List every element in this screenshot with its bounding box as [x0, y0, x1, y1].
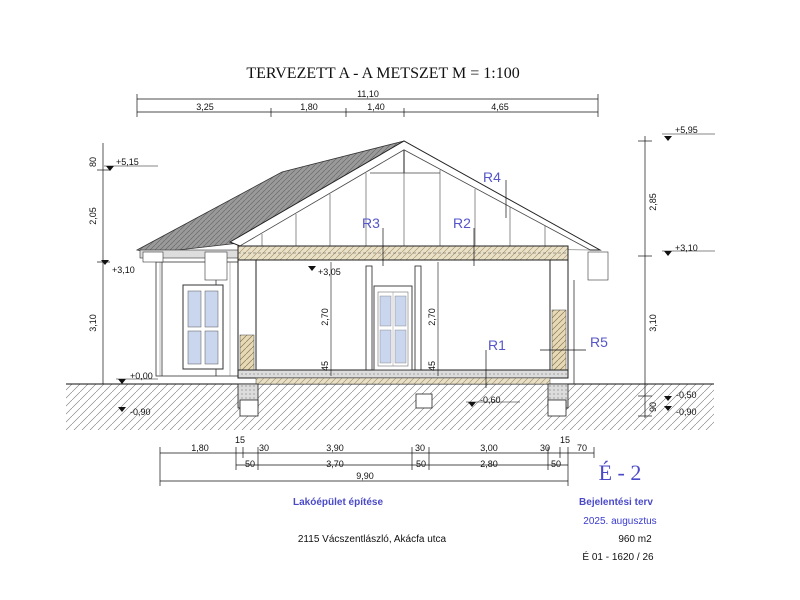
dim-top-2: 1,80 [300, 102, 318, 112]
level-eave-left: +5,15 [116, 157, 139, 167]
dim-room-left: 2,70 [320, 308, 330, 326]
level-ceiling: +3,05 [318, 267, 341, 277]
dim-bottom-9: 70 [576, 443, 588, 453]
dim-bottom-1: 1,80 [191, 443, 209, 453]
ground-hatch [66, 384, 714, 430]
left-dimensions [97, 143, 110, 384]
dim-bottom-7: 30 [539, 443, 551, 453]
level-foundation: -0,60 [480, 395, 501, 405]
dim-left-1: 80 [88, 156, 98, 168]
roof [137, 141, 600, 253]
level-plate-right: +3,10 [675, 243, 698, 253]
dim-right-3: 90 [648, 401, 658, 413]
dim-bottom-2: 15 [234, 435, 246, 445]
dim-top-3: 1,40 [367, 102, 385, 112]
dim-room-right: 2,70 [427, 308, 437, 326]
dim-base-left: 45 [320, 360, 330, 372]
dim-left-2: 2,05 [88, 207, 98, 225]
level-plate-left: +3,10 [112, 265, 135, 275]
level-ground-left: -0,90 [130, 407, 151, 417]
site-area: 960 m2 [618, 534, 652, 545]
dim-bottom-8: 15 [559, 435, 571, 445]
dim-top-1: 3,25 [196, 102, 214, 112]
level-ground-right-2: -0,90 [676, 407, 697, 417]
document-code: É 01 - 1620 / 26 [582, 552, 654, 563]
dim-bottom-row2-4: 2,80 [480, 459, 498, 469]
dim-right-1: 2,85 [648, 193, 658, 211]
dim-bottom-row2-2: 3,70 [326, 459, 344, 469]
dim-bottom-row2-1: 50 [244, 459, 256, 469]
room-label-r1: R1 [488, 337, 506, 353]
left-window [183, 285, 223, 369]
dim-base-right: 45 [427, 360, 437, 372]
level-ground-right-1: -0,50 [676, 390, 697, 400]
dim-bottom-row2-5: 50 [550, 459, 562, 469]
dim-bottom-5: 30 [414, 443, 426, 453]
plan-type: Bejelentési terv [579, 497, 653, 508]
room-label-r5: R5 [590, 334, 608, 350]
room-label-r4: R4 [483, 169, 501, 185]
dim-top-4: 4,65 [491, 102, 509, 112]
plan-date: 2025. augusztus [583, 516, 657, 527]
dim-total-top: 11,10 [357, 89, 379, 99]
project-name: Lakóépület építése [292, 497, 384, 508]
sheet-number: É - 2 [598, 460, 642, 485]
dim-bottom-total: 9,90 [356, 471, 374, 481]
bottom-dimensions [160, 447, 594, 486]
drawing-title: TERVEZETT A - A METSZET M = 1:100 [246, 65, 520, 82]
dim-right-2: 3,10 [648, 314, 658, 332]
right-dimensions [638, 136, 652, 418]
dim-bottom-row2-3: 50 [415, 459, 427, 469]
dim-left-3: 3,10 [88, 314, 98, 332]
level-ridge: +5,95 [675, 125, 698, 135]
dim-bottom-3: 30 [258, 443, 270, 453]
room-label-r2: R2 [453, 215, 471, 231]
level-floor: +0,00 [130, 371, 153, 381]
site-address: 2115 Vácszentlászló, Akácfa utca [297, 534, 447, 545]
room-label-r3: R3 [362, 215, 380, 231]
dim-bottom-6: 3,00 [480, 443, 498, 453]
dim-bottom-4: 3,90 [326, 443, 344, 453]
